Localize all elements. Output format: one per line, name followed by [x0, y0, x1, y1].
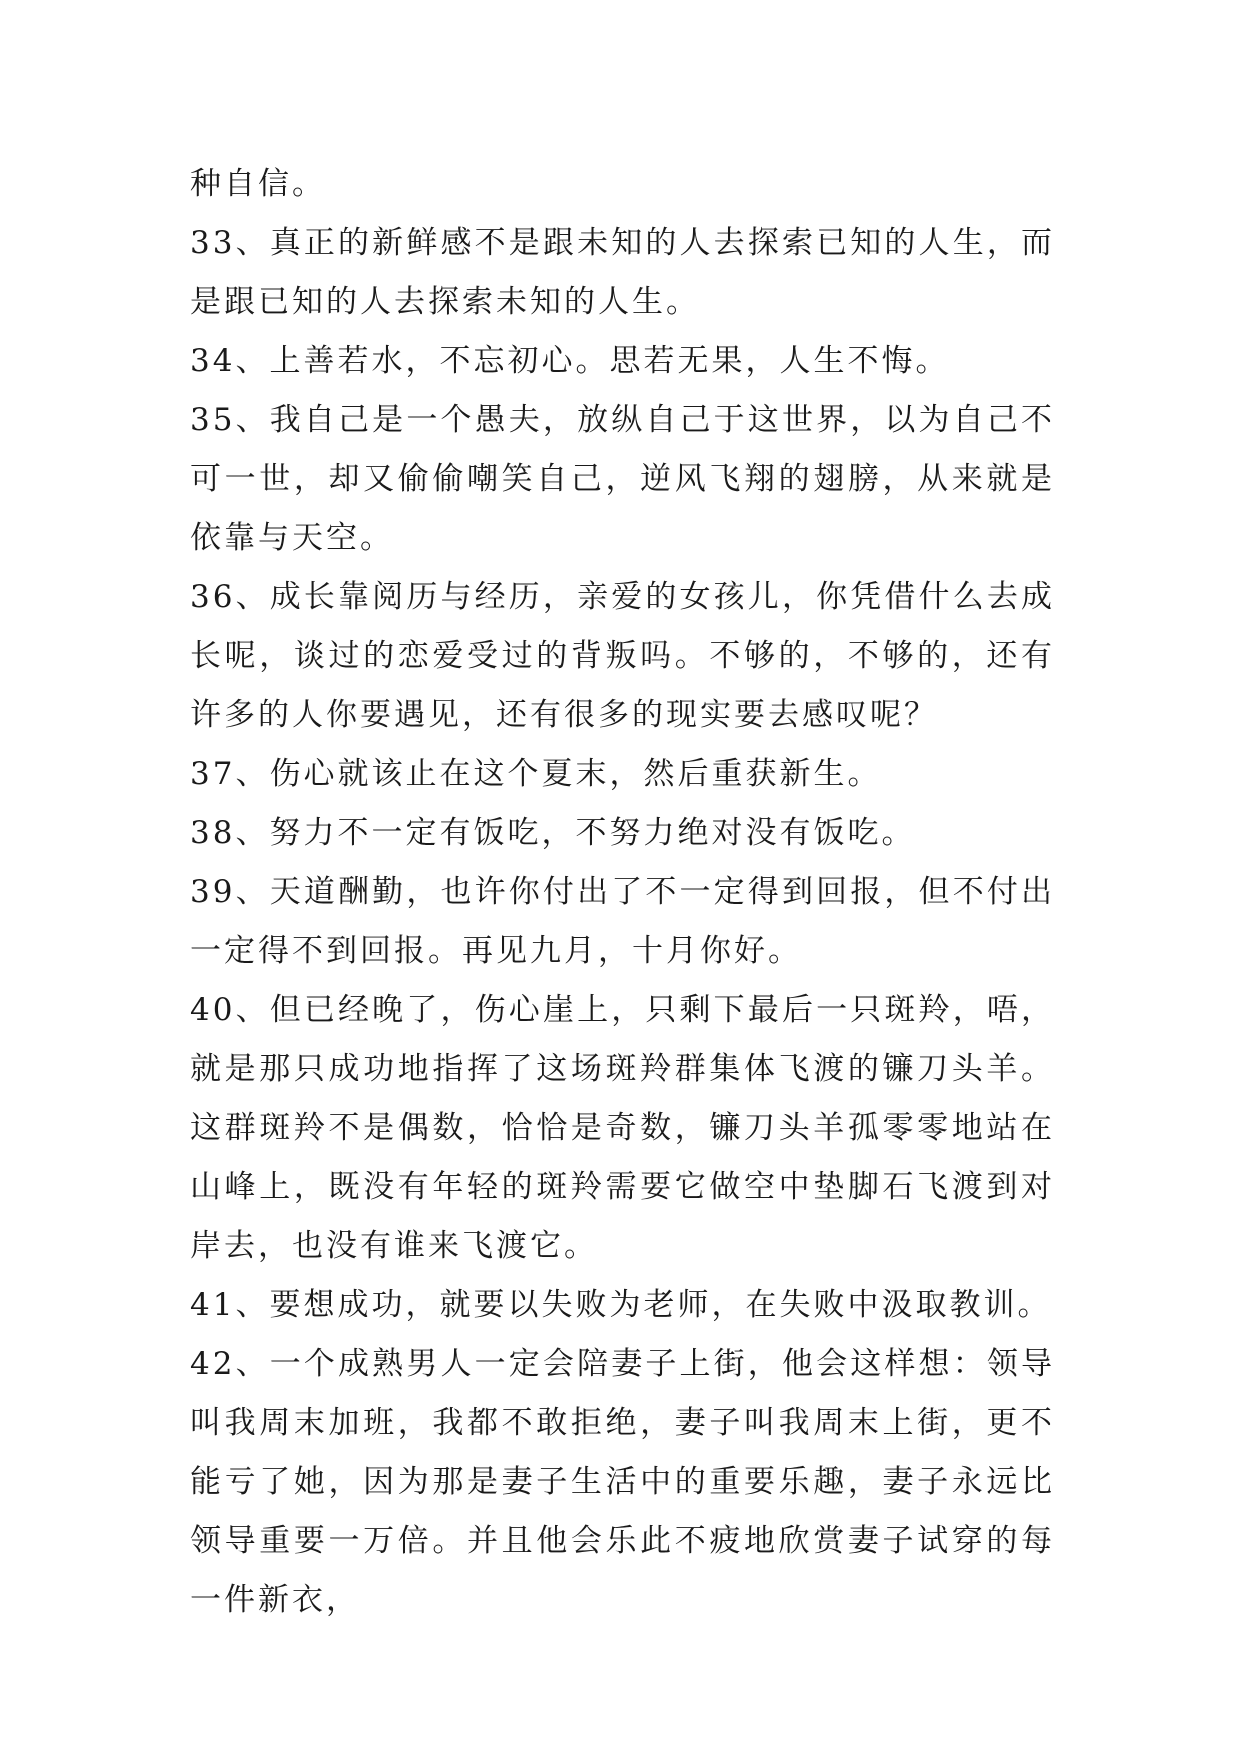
paragraph: 33、真正的新鲜感不是跟未知的人去探索已知的人生，而是跟已知的人去探索未知的人生。: [190, 225, 1055, 320]
paragraph: 41、要想成功，就要以失败为老师，在失败中汲取教训。: [190, 1287, 1052, 1323]
paragraph: 36、成长靠阅历与经历，亲爱的女孩儿，你凭借什么去成长呢，谈过的恋爱受过的背叛吗。不够的，不够的，还有许多的人你要遇见，还有很多的现实要去感叹呢？: [190, 579, 1055, 733]
paragraph: 38、努力不一定有饭吃，不努力绝对没有饭吃。: [190, 815, 916, 851]
paragraph: 40、但已经晚了，伤心崖上，只剩下最后一只斑羚，唔，就是那只成功地指挥了这场斑羚群集体飞渡的镰刀头羊。这群斑羚不是偶数，恰恰是奇数，镰刀头羊孤零零地站在山峰上，既没有年轻的斑羚需要它做空中垫脚石飞渡到对岸去，也没有谁来飞渡它。: [190, 992, 1055, 1264]
paragraph: 37、伤心就该止在这个夏末，然后重获新生。: [190, 756, 882, 792]
paragraph: 35、我自己是一个愚夫，放纵自己于这世界，以为自己不可一世，却又偷偷嘲笑自己，逆风飞翔的翅膀，从来就是依靠与天空。: [190, 402, 1055, 556]
body-text: [190, 155, 1055, 1630]
paragraph: 种自信。: [190, 166, 326, 202]
paragraph: 34、上善若水，不忘初心。思若无果，人生不悔。: [190, 343, 950, 379]
paragraph: 39、天道酬勤，也许你付出了不一定得到回报，但不付出一定得不到回报。再见九月，十月你好。: [190, 874, 1055, 969]
paragraph: 42、一个成熟男人一定会陪妻子上街，他会这样想：领导叫我周末加班，我都不敢拒绝，妻子叫我周末上街，更不能亏了她，因为那是妻子生活中的重要乐趣，妻子永远比领导重要一万倍。并且他会乐此不疲地欣赏妻子试穿的每一件新衣，: [190, 1346, 1055, 1618]
